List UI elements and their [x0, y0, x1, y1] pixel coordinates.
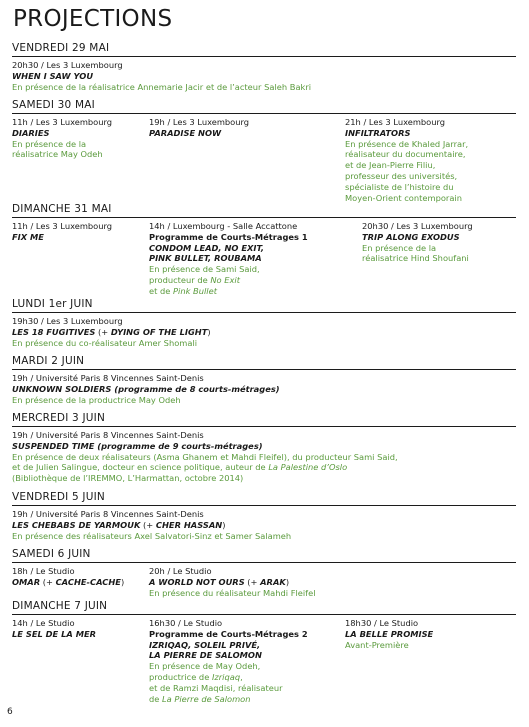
film-title: FIX ME	[12, 231, 44, 242]
event-time-venue: 19h / Université Paris 8 Vincennes Saint-Denis	[12, 430, 204, 440]
event	[12, 117, 137, 160]
event-note-line: En présence de deux réalisateurs (Asma Ghanem et Mahdi Fleifel), du producteur Sami Said,	[12, 451, 398, 462]
event-note-line: spécialiste de l’histoire du	[345, 181, 454, 192]
event-note-line: producteur de No Exit	[149, 274, 240, 285]
film-title-line: PINK BULLET, ROUBAMA	[149, 253, 262, 264]
event-time-venue: 20h30 / Les 3 Luxembourg	[362, 221, 473, 231]
event-note-line: En présence de Sami Said,	[149, 264, 260, 275]
event-note-line: réalisateur du documentaire,	[345, 149, 466, 160]
day-section	[12, 490, 516, 546]
event-note-line: En présence de May Odeh,	[149, 661, 261, 672]
event	[12, 509, 512, 541]
day-section	[12, 41, 516, 97]
event-note-line: En présence de la	[362, 242, 437, 253]
event-note-line: En présence de Khaled Jarrar,	[345, 138, 469, 149]
event-note: En présence de la productrice May Odeh	[12, 394, 181, 405]
event-note: En présence des réalisateurs Axel Salvatori-Sinz et Samer Salameh	[12, 530, 292, 541]
day-section	[12, 547, 516, 603]
film-title: DIARIES	[12, 127, 50, 138]
event	[149, 117, 339, 139]
day-label: VENDREDI 29 MAI	[12, 42, 110, 54]
program-title: Programme de Courts-Métrages 2	[149, 628, 308, 639]
event	[12, 221, 137, 243]
event-note: Avant-Première	[345, 639, 409, 650]
day-label: LUNDI 1er JUIN	[12, 298, 93, 310]
day-section	[12, 354, 516, 410]
event-note-line: et de Julien Salingue, docteur en science politique, auteur de La Palestine d’Oslo	[12, 462, 348, 473]
event-note-line: En présence de la	[12, 138, 87, 149]
film-title: A WORLD NOT OURS (+ ARAK)	[149, 576, 290, 587]
day-section	[12, 599, 516, 705]
event-note-line: Moyen-Orient contemporain	[345, 192, 462, 203]
page-title: PROJECTIONS	[13, 6, 173, 32]
event	[149, 618, 349, 704]
film-title: WHEN I SAW YOU	[12, 70, 94, 81]
event-time-venue: 20h / Le Studio	[149, 566, 212, 576]
event-time-venue: 19h / Université Paris 8 Vincennes Saint-Denis	[12, 373, 204, 383]
film-title: SUSPENDED TIME (programme de 9 courts-métrages)	[12, 440, 263, 451]
film-title-line: IZRIQAQ, SOLEIL PRIVÉ,	[149, 639, 261, 650]
event	[345, 117, 515, 203]
day-label: MARDI 2 JUIN	[12, 355, 85, 367]
day-section	[12, 202, 516, 298]
event-note-line: et de Pink Bullet	[149, 285, 217, 296]
film-title-line: LA PIERRE DE SALOMON	[149, 650, 262, 661]
event-time-venue: 14h / Luxembourg - Salle Accattone	[149, 221, 298, 231]
program-title: Programme de Courts-Métrages 1	[149, 231, 308, 242]
film-title: TRIP ALONG EXODUS	[362, 231, 460, 242]
event-note-line: de La Pierre de Salomon	[149, 693, 251, 704]
day-label: MERCREDI 3 JUIN	[12, 412, 105, 424]
event-time-venue: 11h / Les 3 Luxembourg	[12, 117, 113, 127]
day-label: DIMANCHE 31 MAI	[12, 203, 112, 215]
event	[12, 430, 516, 484]
day-label: SAMEDI 30 MAI	[12, 99, 95, 111]
film-title: LES 18 FUGITIVES (+ DYING OF THE LIGHT)	[12, 326, 211, 337]
event-time-venue: 19h / Les 3 Luxembourg	[149, 117, 250, 127]
film-title: LA BELLE PROMISE	[345, 628, 434, 639]
event-note-line: (Bibliothèque de l’IREMMO, L’Harmattan, octobre 2014)	[12, 473, 244, 484]
event-time-venue: 18h30 / Le Studio	[345, 618, 419, 628]
film-title: OMAR (+ CACHE-CACHE)	[12, 576, 125, 587]
film-title-line: CONDOM LEAD, NO EXIT,	[149, 242, 264, 253]
film-title: INFILTRATORS	[345, 127, 411, 138]
event-time-venue: 19h30 / Les 3 Luxembourg	[12, 316, 123, 326]
event-time-venue: 16h30 / Le Studio	[149, 618, 223, 628]
event-note: En présence du co-réalisateur Amer Shomali	[12, 337, 198, 348]
event	[12, 373, 512, 405]
event	[12, 618, 137, 640]
film-title: PARADISE NOW	[149, 127, 222, 138]
event-time-venue: 11h / Les 3 Luxembourg	[12, 221, 113, 231]
event	[345, 618, 515, 650]
event-time-venue: 20h30 / Les 3 Luxembourg	[12, 60, 123, 70]
film-title: UNKNOWN SOLDIERS (programme de 8 courts-métrages)	[12, 383, 280, 394]
event	[149, 566, 449, 598]
event	[362, 221, 516, 264]
event-time-venue: 21h / Les 3 Luxembourg	[345, 117, 446, 127]
event-note: En présence du réalisateur Mahdi Fleifel	[149, 587, 316, 598]
day-label: SAMEDI 6 JUIN	[12, 548, 91, 560]
event-note-line: réalisatrice May Odeh	[12, 149, 103, 160]
event-time-venue: 19h / Université Paris 8 Vincennes Saint-Denis	[12, 509, 204, 519]
event-note-line: professeur des universités,	[345, 170, 458, 181]
day-label: DIMANCHE 7 JUIN	[12, 600, 108, 612]
event	[12, 60, 512, 92]
event-note: En présence de la réalisatrice Annemarie Jacir et de l’acteur Saleh Bakri	[12, 81, 312, 92]
event-note-line: réalisatrice Hind Shoufani	[362, 253, 469, 264]
day-section	[12, 297, 516, 353]
day-label: VENDREDI 5 JUIN	[12, 491, 105, 503]
day-section	[12, 98, 516, 202]
event	[149, 221, 349, 297]
page-number: 6	[7, 707, 13, 717]
event-note-line: et de Ramzi Maqdisi, réalisateur	[149, 682, 283, 693]
event-time-venue: 14h / Le Studio	[12, 618, 75, 628]
event-note-line: productrice de Izriqaq,	[149, 671, 243, 682]
event	[12, 316, 512, 348]
film-title: LE SEL DE LA MER	[12, 628, 97, 639]
event-note-line: et de Jean-Pierre Filiu,	[345, 160, 436, 171]
film-title: LES CHEBABS DE YARMOUK (+ CHER HASSAN)	[12, 519, 226, 530]
event	[12, 566, 142, 588]
day-section	[12, 411, 516, 489]
event-time-venue: 18h / Le Studio	[12, 566, 75, 576]
